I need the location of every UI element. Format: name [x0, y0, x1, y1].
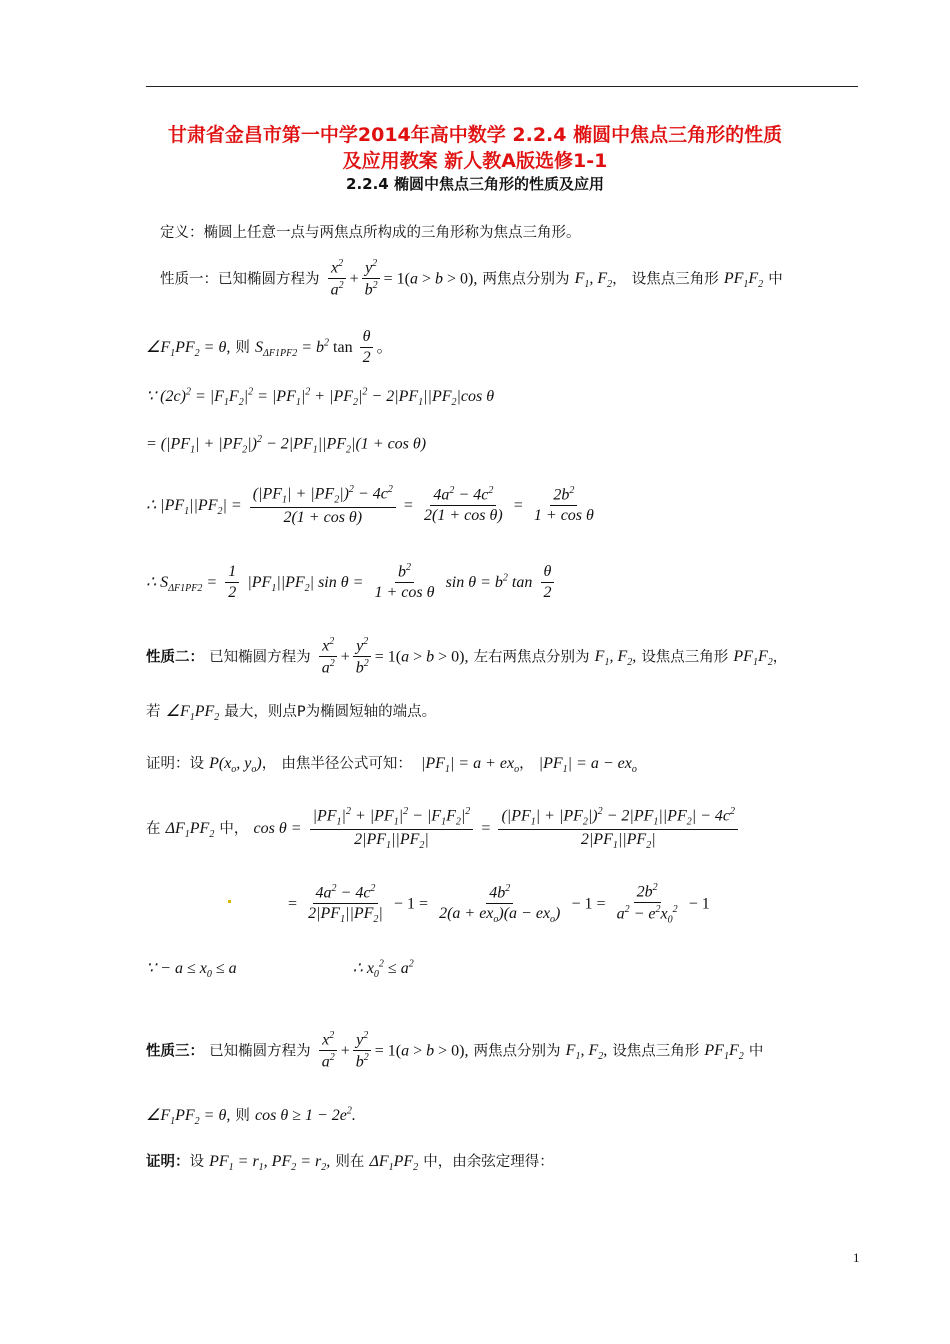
proof2-simplify: = $\frac{4a^2 - 4c^2}{2|PF_1||PF_2|}$ − 1 = $\frac{4b^2}{2(a + ex_o)(a - ex_o)}$ − 1 = $\frac{2b^2}{a^2 - e^2x_0^2}$ − 1 — [288, 882, 710, 926]
property3-line: 性质三： 已知椭圆方程为 $\frac{x^2}{a^2}$ + $\frac{y^2}{b^2}$ = 1(a > b > 0), 两焦点分别为 $F_1$, $F_2$, 设焦点三角形 $PF_1F_2$ 中 — [146, 1030, 764, 1071]
eq-law-of-cosines: ∵ $(2c)^2 = |F_1F_2|^2 = |PF_1|^2 + |PF_2|^2 - 2|PF_1||PF_2|\cos$ θ — [146, 386, 495, 409]
property3-label: 性质三： — [146, 1043, 204, 1060]
property1-end: 中 — [768, 271, 783, 288]
definition-text: 定义：椭圆上任意一点与两焦点所构成的三角形称为焦点三角形。 — [160, 225, 581, 241]
eq-product: ∴ $|PF_1||PF_2|$ = $\frac{(|PF_1| + |PF_2|)^2 - 4c^2}{\text{2(1 + cos θ)}}$ = $\frac{4a^2 - 4c^2}{\text{2(1 + cos θ)}}$ = $\frac{2b^2}{\text{1 + cos θ}}$ — [146, 484, 594, 526]
property1-foci: 两焦点分别为 — [482, 271, 570, 288]
stray-mark — [228, 900, 231, 903]
proof2-setup: 证明：设 $P(x_o$, $y_o$)， 由焦半径公式可知： $|PF_1| = a + ex_o$， $|PF_1| = a - ex_o$ — [146, 755, 637, 776]
proof2-cos: 在 $\Delta F_1PF_2$ 中， cos θ = $\frac{|PF_1|^2 + |PF_1|^2 - |F_1F_2|^2}{2|PF_1||PF_2|}$ = $\frac{(|PF_1| + |PF_2|)^2 - 2|PF_1||PF_2| - 4c^2}{2|PF_1||PF_2|}$ — [146, 806, 741, 851]
property3-result: $\angle F_1PF_2 = \theta$, 则 $\cos \theta \ge 1 - 2e^2$. — [146, 1105, 356, 1128]
property2-condition: 若 $\angle F_1PF_2$ 最大，则点P为椭圆短轴的端点。 — [146, 703, 437, 724]
header-rule — [146, 86, 858, 87]
property2-label: 性质二： — [146, 649, 204, 666]
property1-triangle: 设焦点三角形 — [631, 271, 719, 288]
property2-line: 性质二： 已知椭圆方程为 $\frac{x^2}{a^2}$ + $\frac{y^2}{b^2}$ = 1(a > b > 0), 左右两焦点分别为 $F_1$, $F_2$, 设焦点三角形 $PF_1F_2$， — [146, 636, 788, 677]
page-number: 1 — [853, 1250, 860, 1265]
proof3-setup: 证明：设 $PF_1 = r_1$, $PF_2 = r_2$, 则在 $\Delta F_1PF_2$ 中，由余弦定理得： — [146, 1153, 554, 1174]
doc-title-line1: 甘肃省金昌市第一中学2014年高中数学 2.2.4 椭圆中焦点三角形的性质 — [167, 124, 783, 146]
proof2-range: ∵ − $a \le x_0 \le a$ ∴ $x_0^2 \le a^2$ — [146, 958, 414, 981]
property1-result: $\angle F_1PF_2 = \theta$, 则 $S_{\Delta F1PF2} = b^2$ tan $\frac{\theta}{2}$ 。 — [146, 328, 393, 366]
property1-lead: 性质一：已知椭圆方程为 — [160, 271, 320, 288]
doc-title-line2: 及应用教案 新人教A版选修1-1 — [342, 150, 608, 172]
eq-expand: = $(|PF_1| + |PF_2|)^2 - 2|PF_1||PF_2|(1 + \cos \theta)$ — [146, 434, 427, 456]
eq-area: ∴ $S_{\Delta F1PF2}$ = $\frac{1}{2}$ $|PF_1||PF_2|$ sin θ = $\frac{b^2}{\text{1 + cos θ}}$ $\sin \theta = b^2$ tan $\frac{\theta}{2}$ — [146, 562, 557, 602]
property1-line: 性质一：已知椭圆方程为 $\frac{x^2}{a^2}$ + $\frac{y^2}{b^2}$ = 1(a > b > 0), 两焦点分别为 $F_1$, $F_2$， 设焦点三角形 $PF_1F_2$ 中 — [160, 258, 783, 299]
doc-subtitle: 2.2.4 椭圆中焦点三角形的性质及应用 — [346, 175, 604, 193]
